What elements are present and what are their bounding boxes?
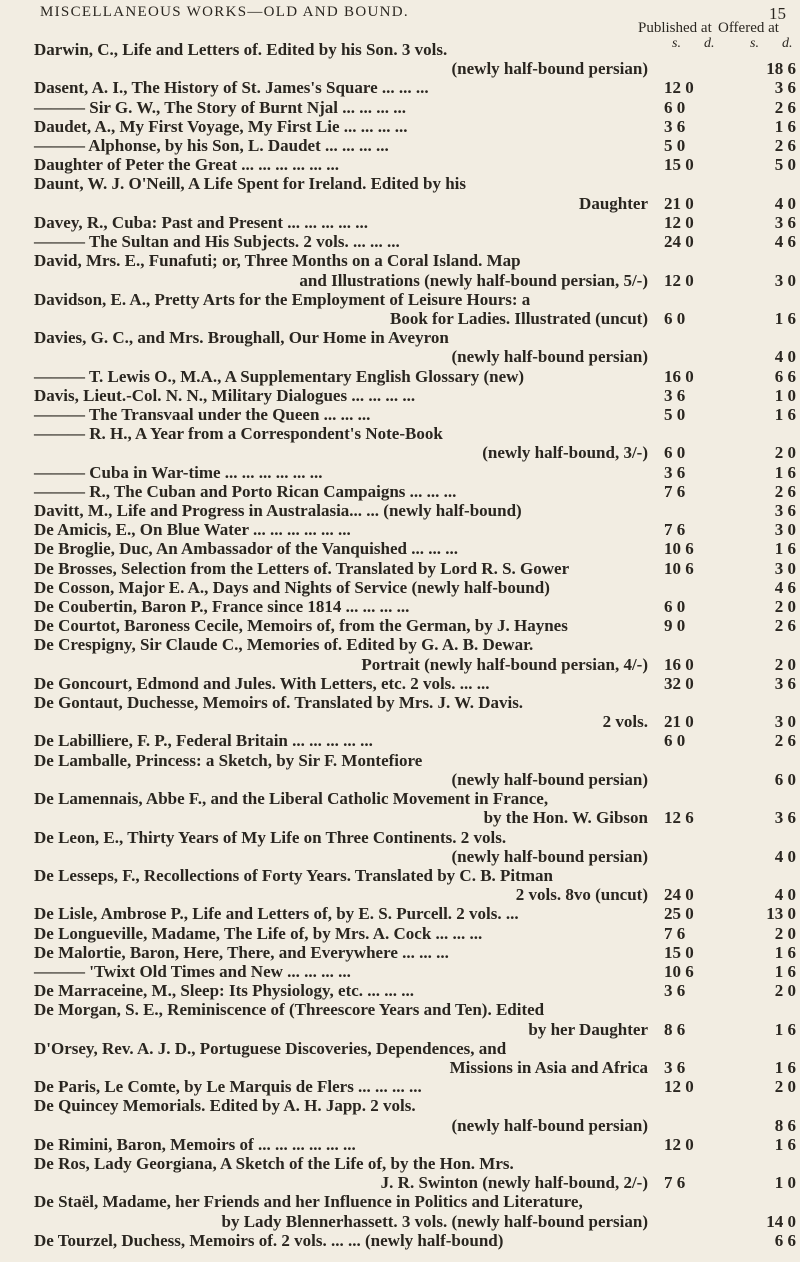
entry-continuation: and Illustrations (newly half-bound persian, 5/-) — [299, 270, 648, 290]
offered-price: 3 0 — [774, 270, 796, 290]
entry-title: De Malortie, Baron, Here, There, and Everywhere ... ... ... — [34, 942, 449, 962]
offered-price: 2 6 — [774, 731, 796, 751]
published-shillings-unit: s. — [672, 36, 681, 51]
published-price: 5 0 — [664, 136, 686, 155]
entry-title: De Goncourt, Edmond and Jules. With Letters, etc. 2 vols. ... ... — [34, 673, 490, 693]
entry-title: Davey, R., Cuba: Past and Present ... ... ... ... ... — [34, 212, 369, 232]
entry-title: Darwin, C., Life and Letters of. Edited by his Son. 3 vols. — [34, 40, 448, 59]
entry-title: De Leon, E., Thirty Years of My Life on Three Continents. 2 vols. — [34, 827, 507, 847]
offered-price: 3 6 — [774, 808, 796, 828]
entry-title: ——— Sir G. W., The Story of Burnt Njal ... ... ... ... — [34, 97, 406, 117]
offered-price: 2 6 — [774, 136, 796, 155]
offered-price: 2 0 — [774, 923, 796, 943]
offered-price: 4 0 — [774, 885, 796, 905]
entry-title: De Cosson, Major E. A., Days and Nights of Service (newly half-bound) — [34, 577, 550, 597]
published-price: 3 6 — [664, 1057, 686, 1077]
entry-title: De Quincey Memorials. Edited by A. H. Japp. 2 vols. — [34, 1096, 416, 1116]
entry-continuation: 2 vols. 8vo (uncut) — [515, 885, 648, 905]
published-price: 6 0 — [664, 443, 686, 463]
entry-continuation: by Lady Blennerhassett. 3 vols. (newly half-bound persian) — [221, 1211, 648, 1231]
published-price: 24 0 — [664, 885, 694, 905]
published-price: 12 6 — [664, 808, 694, 828]
entry-continuation: 2 vols. — [602, 712, 648, 732]
published-pence-unit: d. — [704, 36, 715, 51]
entry-title: ——— R. H., A Year from a Correspondent's Note-Book — [34, 424, 443, 444]
published-price: 3 6 — [664, 462, 686, 482]
entry-title: De Courtot, Baroness Cecile, Memoirs of, from the German, by J. Haynes — [34, 616, 568, 636]
published-price: 10 6 — [664, 961, 694, 981]
entry-title: De Lesseps, F., Recollections of Forty Years. Translated by C. B. Pitman — [34, 865, 553, 885]
offered-price: 4 0 — [774, 347, 796, 367]
published-price: 12 0 — [664, 1077, 694, 1097]
offered-price: 1 6 — [774, 1019, 796, 1039]
offered-price: 1 6 — [774, 462, 796, 482]
offered-price: 3 6 — [774, 212, 796, 232]
entry-continuation: (newly half-bound persian) — [451, 1115, 648, 1135]
entry-title: ——— 'Twixt Old Times and New ... ... ... ... — [34, 961, 351, 981]
entry-title: De Amicis, E., On Blue Water ... ... ... ... ... ... — [34, 520, 351, 540]
published-price: 7 6 — [664, 481, 686, 501]
offered-price: 3 6 — [774, 501, 796, 520]
entry-title: Daughter of Peter the Great ... ... ... ... ... ... — [34, 155, 339, 175]
published-price: 21 0 — [664, 193, 694, 213]
offered-price: 1 6 — [774, 942, 796, 962]
offered-price: 3 6 — [774, 673, 796, 693]
entry-title: David, Mrs. E., Funafuti; or, Three Months on a Coral Island. Map — [34, 251, 521, 271]
published-price: 10 6 — [664, 558, 694, 578]
published-price: 3 6 — [664, 981, 686, 1001]
offered-price: 1 6 — [774, 539, 796, 559]
entry-title: De Brosses, Selection from the Letters of. Translated by Lord R. S. Gower — [34, 558, 570, 578]
entry-continuation: Missions in Asia and Africa — [449, 1057, 648, 1077]
published-price: 16 0 — [664, 654, 694, 674]
entry-title: Davis, Lieut.-Col. N. N., Military Dialogues ... ... ... ... — [34, 385, 416, 405]
offered-price: 1 6 — [774, 404, 796, 424]
published-price: 6 0 — [664, 597, 686, 616]
entry-title: De Gontaut, Duchesse, Memoirs of. Translated by Mrs. J. W. Davis. — [34, 693, 524, 712]
offered-price: 2 6 — [774, 97, 796, 117]
entry-continuation: Book for Ladies. Illustrated (uncut) — [389, 308, 648, 328]
offered-price: 8 6 — [774, 1115, 796, 1135]
entry-title: De Marraceine, M., Sleep: Its Physiology, etc. ... ... ... — [34, 981, 415, 1001]
published-price: 9 0 — [664, 616, 686, 636]
entry-title: D'Orsey, Rev. A. J. D., Portuguese Discoveries, Dependences, and — [34, 1038, 507, 1058]
published-price: 10 6 — [664, 539, 694, 559]
published-price: 24 0 — [664, 232, 694, 252]
published-price: 8 6 — [664, 1019, 686, 1039]
page-number: 15 — [769, 4, 786, 23]
offered-price: 4 0 — [774, 193, 796, 213]
entry-title: De Ros, Lady Georgiana, A Sketch of the Life of, by the Hon. Mrs. — [34, 1154, 514, 1173]
published-price: 12 0 — [664, 212, 694, 232]
entry-title: De Lamballe, Princess: a Sketch, by Sir F. Montefiore — [34, 750, 423, 770]
running-head: MISCELLANEOUS WORKS—OLD AND BOUND. — [40, 4, 409, 20]
entry-continuation: by her Daughter — [528, 1019, 648, 1039]
entry-title: ——— T. Lewis O., M.A., A Supplementary English Glossary (new) — [34, 366, 525, 386]
entry-title: De Morgan, S. E., Reminiscence of (Threescore Years and Ten). Edited — [34, 1000, 545, 1020]
entry-continuation: Daughter — [579, 193, 648, 213]
entry-continuation: (newly half-bound, 3/-) — [482, 443, 648, 463]
entry-title: De Paris, Le Comte, by Le Marquis de Flers ... ... ... ... — [34, 1077, 422, 1097]
entry-title: Daudet, A., My First Voyage, My First Lie ... ... ... ... — [34, 116, 408, 136]
entry-title: Davidson, E. A., Pretty Arts for the Employment of Leisure Hours: a — [34, 289, 531, 309]
published-price: 12 0 — [664, 270, 694, 290]
offered-price: 2 0 — [774, 981, 796, 1001]
published-price: 25 0 — [664, 904, 694, 924]
entry-title: ——— Cuba in War-time ... ... ... ... ... ... — [34, 462, 323, 482]
published-price: 3 6 — [664, 116, 686, 136]
published-price: 6 0 — [664, 97, 686, 117]
offered-price: 3 0 — [774, 558, 796, 578]
offered-price: 2 0 — [774, 1077, 796, 1097]
entry-title: De Tourzel, Duchess, Memoirs of. 2 vols. ... ... (newly half-bound) — [34, 1230, 504, 1250]
offered-price: 1 6 — [774, 1057, 796, 1077]
offered-price: 3 0 — [774, 520, 796, 540]
offered-price: 2 6 — [774, 481, 796, 501]
entry-title: Dasent, A. I., The History of St. James's Square ... ... ... — [34, 78, 429, 98]
published-price: 12 0 — [664, 1134, 694, 1154]
published-price: 5 0 — [664, 404, 686, 424]
entry-title: De Broglie, Duc, An Ambassador of the Vanquished ... ... ... — [34, 539, 458, 559]
offered-price: 1 6 — [774, 308, 796, 328]
offered-price: 6 0 — [774, 769, 796, 789]
published-price: 3 6 — [664, 385, 686, 405]
entry-title: ——— R., The Cuban and Porto Rican Campaigns ... ... ... — [34, 481, 457, 501]
offered-price: 5 0 — [774, 155, 796, 175]
offered-price: 14 0 — [766, 1211, 796, 1231]
offered-price: 2 0 — [774, 654, 796, 674]
entry-title: De Labilliere, F. P., Federal Britain ... ... ... ... ... — [34, 731, 373, 751]
entry-title: Davitt, M., Life and Progress in Australasia... ... (newly half-bound) — [34, 501, 522, 520]
offered-price: 3 6 — [774, 78, 796, 98]
offered-price: 1 6 — [774, 116, 796, 136]
published-price: 7 6 — [664, 520, 686, 540]
offered-pence-unit: d. — [782, 36, 793, 51]
entry-continuation: (newly half-bound persian) — [451, 347, 648, 367]
offered-price: 13 0 — [766, 904, 796, 924]
offered-price: 2 6 — [774, 616, 796, 636]
entry-title: ——— The Transvaal under the Queen ... ... ... — [34, 404, 371, 424]
entry-continuation: Portrait (newly half-bound persian, 4/-) — [361, 654, 648, 674]
published-price: 16 0 — [664, 366, 694, 386]
offered-column-heading: Offered at — [718, 20, 779, 36]
offered-price: 4 6 — [774, 577, 796, 597]
offered-price: 3 0 — [774, 712, 796, 732]
offered-price: 4 0 — [774, 846, 796, 866]
published-price: 6 0 — [664, 731, 686, 751]
published-price: 7 6 — [664, 1173, 686, 1193]
entry-title: De Longueville, Madame, The Life of, by Mrs. A. Cock ... ... ... — [34, 923, 483, 943]
entry-continuation: (newly half-bound persian) — [451, 59, 648, 79]
offered-price: 2 0 — [774, 597, 796, 616]
entry-title: Daunt, W. J. O'Neill, A Life Spent for Ireland. Edited by his — [34, 174, 467, 194]
entry-title: De Staël, Madame, her Friends and her Influence in Politics and Literature, — [34, 1192, 583, 1212]
entry-continuation: (newly half-bound persian) — [451, 769, 648, 789]
entry-title: De Crespigny, Sir Claude C., Memories of. Edited by G. A. B. Dewar. — [34, 635, 534, 655]
offered-price: 2 0 — [774, 443, 796, 463]
published-price: 32 0 — [664, 673, 694, 693]
published-price: 7 6 — [664, 923, 686, 943]
entry-continuation: (newly half-bound persian) — [451, 846, 648, 866]
entry-title: De Lamennais, Abbe F., and the Liberal Catholic Movement in France, — [34, 789, 549, 808]
entry-title: De Rimini, Baron, Memoirs of ... ... ... ... ... ... — [34, 1134, 356, 1154]
entry-title: Davies, G. C., and Mrs. Broughall, Our Home in Aveyron — [34, 328, 449, 348]
published-price: 21 0 — [664, 712, 694, 732]
published-price: 15 0 — [664, 942, 694, 962]
offered-price: 1 6 — [774, 1134, 796, 1154]
entry-title: ——— Alphonse, by his Son, L. Daudet ... ... ... ... — [34, 136, 389, 155]
entry-title: De Coubertin, Baron P., France since 1814 ... ... ... ... — [34, 597, 410, 616]
entry-title: De Lisle, Ambrose P., Life and Letters of, by E. S. Purcell. 2 vols. ... — [34, 904, 519, 924]
entry-continuation: J. R. Swinton (newly half-bound, 2/-) — [380, 1173, 648, 1193]
entry-continuation: by the Hon. W. Gibson — [483, 808, 648, 828]
published-price: 6 0 — [664, 308, 686, 328]
entry-title: ——— The Sultan and His Subjects. 2 vols. ... ... ... — [34, 232, 400, 252]
offered-price: 1 6 — [774, 961, 796, 981]
offered-shillings-unit: s. — [750, 36, 759, 51]
offered-price: 1 0 — [774, 1173, 796, 1193]
published-price: 12 0 — [664, 78, 694, 98]
offered-price: 4 6 — [774, 232, 796, 252]
offered-price: 18 6 — [766, 59, 796, 79]
published-column-heading: Published at — [638, 20, 712, 36]
offered-price: 1 0 — [774, 385, 796, 405]
published-price: 15 0 — [664, 155, 694, 175]
offered-price: 6 6 — [774, 366, 796, 386]
offered-price: 6 6 — [774, 1230, 796, 1250]
